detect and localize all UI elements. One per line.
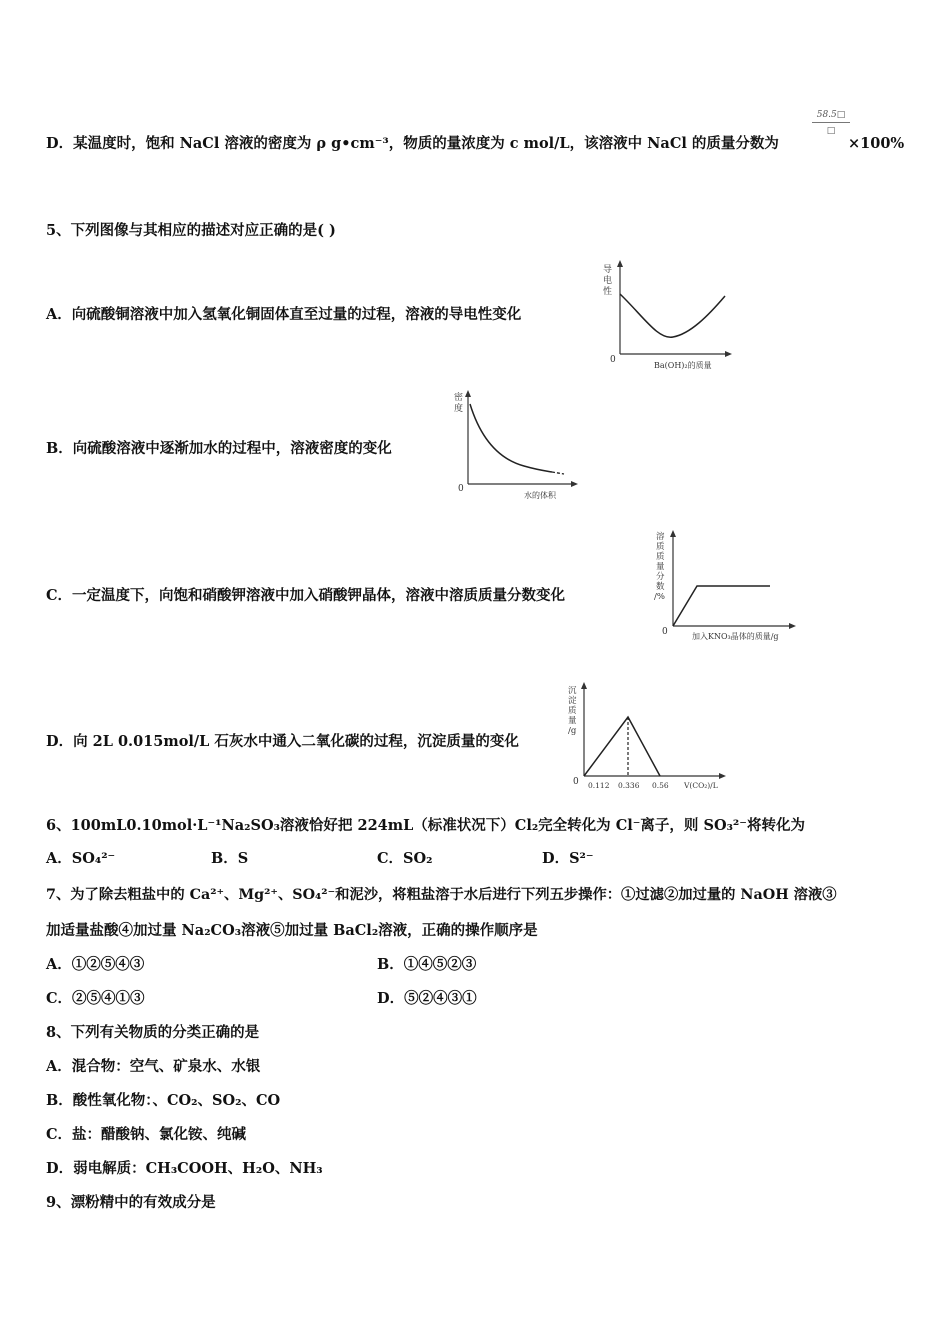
q6-option-d: D．S²⁻ xyxy=(542,850,594,867)
q8-option-d: D．弱电解质：CH₃COOH、H₂O、NH₃ xyxy=(46,1160,323,1177)
figure-a-xlabel: Ba(OH)₂的质量 xyxy=(654,361,712,370)
q8-stem: 8、下列有关物质的分类正确的是 xyxy=(46,1024,260,1041)
figure-a-ylabel-1: 导 xyxy=(603,265,613,275)
fraction-denominator: □ xyxy=(826,126,836,136)
q6-stem: 6、100mL0.10mol·L⁻¹Na₂SO₃溶液恰好把 224mL（标准状况下）Cl₂完全转化为 Cl⁻离子，则 SO₃²⁻将转化为 xyxy=(46,817,805,834)
figure-d-ylabel-4: 量 xyxy=(568,716,577,726)
q9-stem: 9、漂粉精中的有效成分是 xyxy=(46,1194,216,1211)
q8-option-a: A．混合物：空气、矿泉水、水银 xyxy=(46,1058,261,1075)
figure-c-xlabel: 加入KNO₃晶体的质量/g xyxy=(692,632,779,641)
q7-option-a: A．①②⑤④③ xyxy=(46,956,145,973)
figure-b-density xyxy=(452,388,582,504)
figure-d-ylabel-2: 淀 xyxy=(568,696,577,706)
figure-b-ylabel-2: 度 xyxy=(454,404,464,414)
q6-option-a: A．SO₄²⁻ xyxy=(46,850,116,867)
figure-c-ylabel-5: 分 xyxy=(656,572,665,582)
figure-d-tick-1: 0.112 xyxy=(588,781,610,790)
fraction-numerator: 58.5□ xyxy=(812,110,850,123)
figure-a-conductivity xyxy=(598,258,738,376)
figure-a-origin: 0 xyxy=(610,355,616,365)
figure-c-origin: 0 xyxy=(662,627,668,637)
q5-option-d: D．向 2L 0.015mol/L 石灰水中通入二氧化碳的过程，沉淀质量的变化 xyxy=(46,733,519,750)
q7-option-b: B．①④⑤②③ xyxy=(377,956,477,973)
q5-stem: 5、下列图像与其相应的描述对应正确的是( ) xyxy=(46,222,336,239)
figure-d-xlabel: V(CO₂)/L xyxy=(684,781,718,790)
figure-b-xlabel: 水的体积 xyxy=(524,491,556,500)
q8-option-b: B．酸性氧化物：、CO₂、SO₂、CO xyxy=(46,1092,281,1109)
q7-option-c: C．②⑤④①③ xyxy=(46,990,145,1007)
figure-c-ylabel-1: 溶 xyxy=(656,532,665,542)
q4-option-d-text: 某温度时，饱和 NaCl 溶液的密度为 ρ g•cm⁻³，物质的量浓度为 c mol/L，该溶液中 NaCl 的质量分数为 xyxy=(73,135,779,152)
figure-b-ylabel-1: 密 xyxy=(454,393,464,403)
figure-a-ylabel-3: 性 xyxy=(603,287,613,297)
q7-stem-line-1: 7、为了除去粗盐中的 Ca²⁺、Mg²⁺、SO₄²⁻和泥沙，将粗盐溶于水后进行下列五步操作：①过滤②加过量的 NaOH 溶液③ xyxy=(46,887,837,903)
figure-b-origin: 0 xyxy=(458,484,464,494)
figure-d-ylabel-3: 质 xyxy=(568,706,577,716)
figure-d-tick-2: 0.336 xyxy=(618,781,640,790)
figure-c-ylabel-7: /% xyxy=(654,592,665,602)
q5-option-c: C．一定温度下，向饱和硝酸钾溶液中加入硝酸钾晶体，溶液中溶质质量分数变化 xyxy=(46,587,566,604)
q4-option-d-label: D． xyxy=(46,135,74,152)
figure-c-ylabel-3: 质 xyxy=(656,552,665,562)
q5-option-a: A．向硫酸铜溶液中加入氢氧化铜固体直至过量的过程，溶液的导电性变化 xyxy=(46,306,522,323)
q6-option-b: B．S xyxy=(211,850,249,867)
q7-option-d: D．⑤②④③① xyxy=(377,990,477,1007)
figure-d-ylabel-1: 沉 xyxy=(568,686,577,696)
q7-stem-line-2: 加适量盐酸④加过量 Na₂CO₃溶液⑤加过量 BaCl₂溶液，正确的操作顺序是 xyxy=(46,922,538,939)
figure-c-ylabel-2: 质 xyxy=(656,542,665,552)
figure-c-ylabel-6: 数 xyxy=(656,582,665,592)
figure-c-ylabel-4: 量 xyxy=(656,562,665,572)
figure-d-origin: 0 xyxy=(573,777,579,787)
figure-d-ylabel-5: /g xyxy=(568,726,577,736)
q4-option-d xyxy=(46,134,779,154)
q8-option-c: C．盐：醋酸钠、氯化铵、纯碱 xyxy=(46,1126,247,1143)
figure-d-precipitate xyxy=(562,680,734,798)
figure-c-mass-fraction xyxy=(652,526,804,646)
q6-option-c: C．SO₂ xyxy=(377,850,433,867)
q5-option-b: B．向硫酸溶液中逐渐加水的过程中，溶液密度的变化 xyxy=(46,440,392,457)
figure-a-ylabel-2: 电 xyxy=(603,276,613,286)
figure-d-tick-3: 0.56 xyxy=(652,781,669,790)
mass-fraction-expression xyxy=(812,110,850,136)
q4-option-d-tail: ×100% xyxy=(848,135,905,152)
